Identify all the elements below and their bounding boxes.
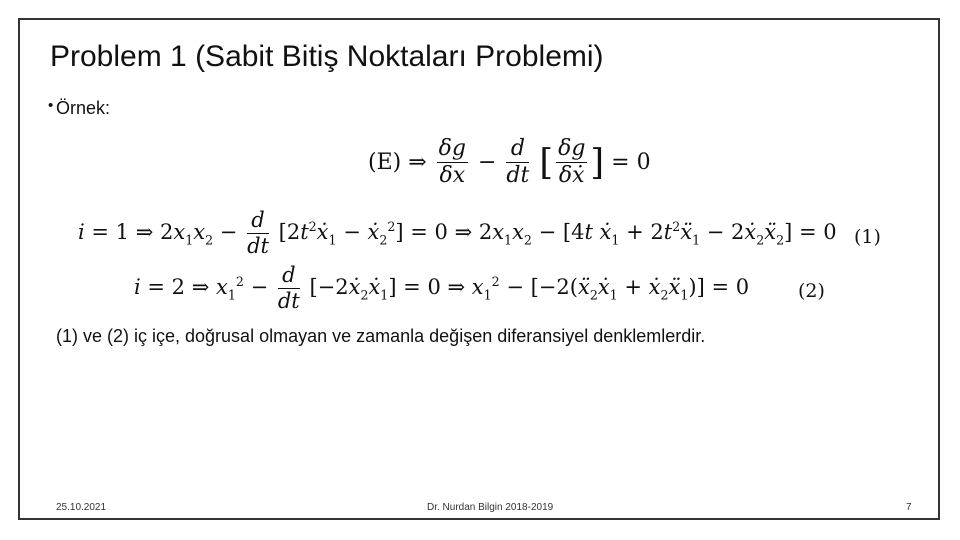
example-label: Örnek: bbox=[56, 98, 111, 118]
equation-2-number: (2) bbox=[798, 280, 825, 302]
page-number: 7 bbox=[906, 502, 912, 513]
fraction-d-dt: $\frac{d}{dt}$ bbox=[506, 136, 530, 189]
footer-date: 25.10.2021 bbox=[56, 502, 107, 513]
slide-title: Problem 1 (Sabit Bitiş Noktaları Problemi) bbox=[50, 40, 604, 73]
euler-equation: (E) ⇒ $\frac{\delta g}{\delta x}$ − $\frac{d}{dt}$ [ $\frac{\delta g}{\text{δẋ}}$ ] = 0 bbox=[368, 136, 651, 189]
equation-1-number: (1) bbox=[854, 226, 881, 248]
description-sentence: (1) ve (2) iç içe, doğrusal olmayan ve zamanla değişen diferansiyel denklemlerdir. bbox=[56, 326, 706, 346]
equation-2: i = 2 ⇒ $x_1^2$ − $\frac{d}{dt}$ [−2ẋ$_2$ẋ$_1$] = 0 ⇒ $x_1^2$ − [−2(ẍ$_2$ẋ$_1$ + ẋ$_2$ẍ$_1$)] = 0 bbox=[134, 263, 750, 314]
equation-1: i = 1 ⇒ $2x_1x_2$ − $\frac{d}{dt}$ [$2t^2ẋ_1$ − ẋ$_2^2$] = 0 ⇒ $2x_1x_2 - [4t$ ẋ$_1$ + $2t^2ẍ_1$ − 2ẋ$_2$ẍ$_2$] = 0 bbox=[78, 208, 837, 259]
euler-lhs: (E) ⇒ bbox=[368, 149, 427, 175]
euler-rhs: = 0 bbox=[611, 149, 651, 175]
fraction-dg-dx: $\frac{\delta g}{\delta x}$ bbox=[438, 136, 466, 189]
bullet-marker: • bbox=[48, 97, 54, 114]
footer-author: Dr. Nurdan Bilgin 2018-2019 bbox=[427, 502, 554, 513]
fraction-dg-dxdot: $\frac{\delta g}{\text{δẋ}}$ bbox=[558, 136, 586, 189]
